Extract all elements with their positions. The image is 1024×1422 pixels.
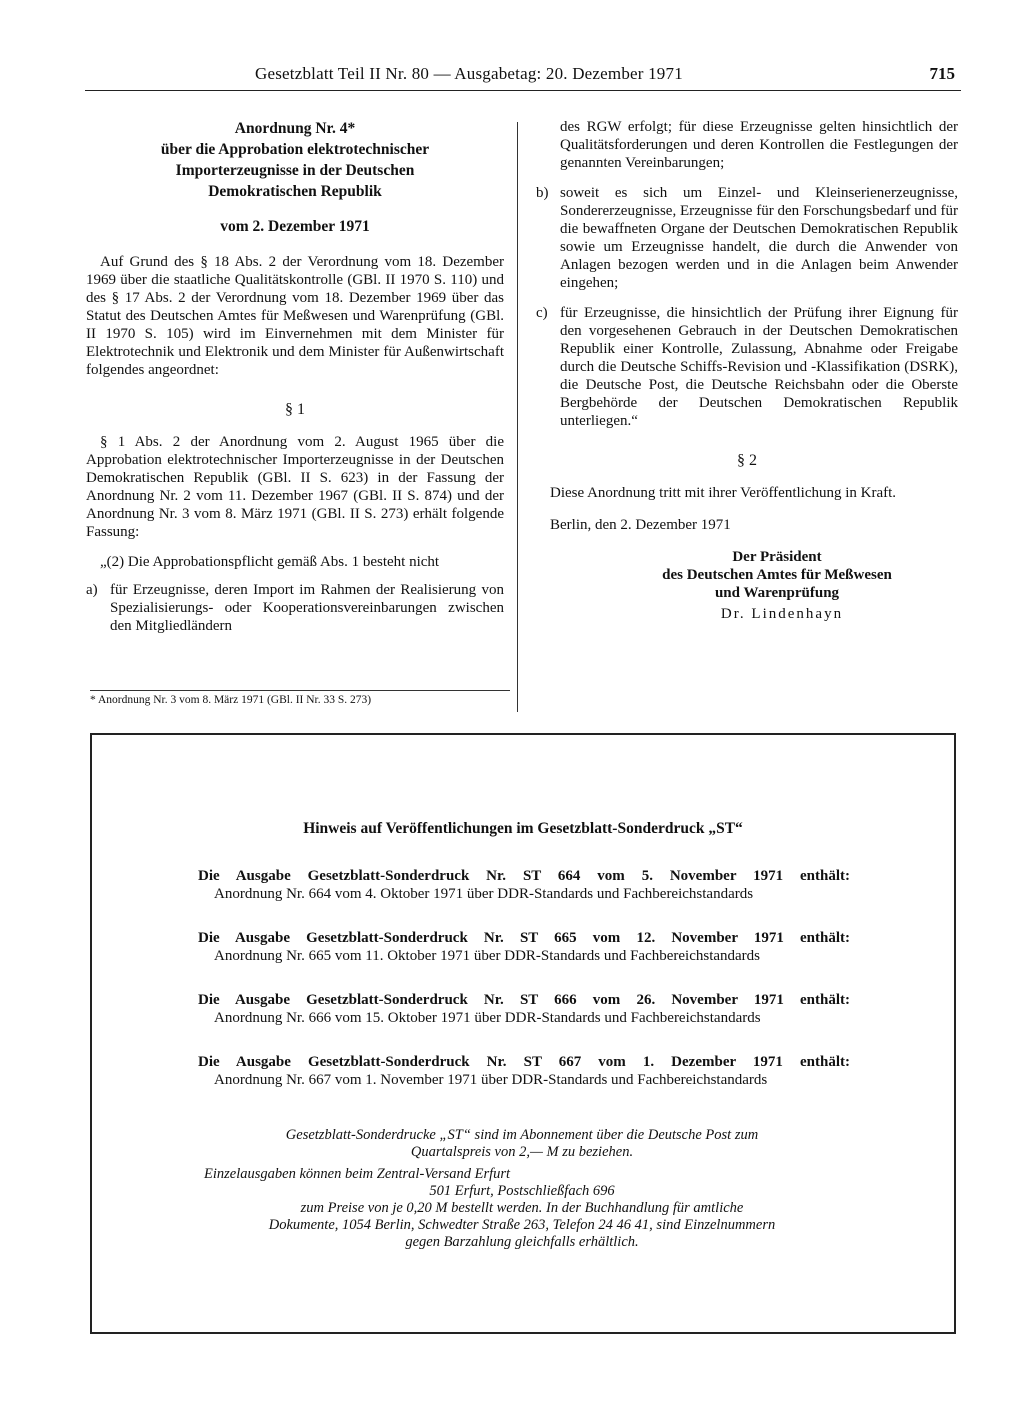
footnote: * Anordnung Nr. 3 vom 8. März 1971 (GBl. II Nr. 33 S. 273): [90, 690, 510, 706]
title-line: Anordnung Nr. 4*: [234, 120, 356, 137]
list-marker: b): [536, 185, 549, 201]
section2-heading: § 2: [737, 452, 757, 469]
entry-description: Anordnung Nr. 666 vom 15. Oktober 1971 über DDR-Standards und Fachbereichstandards: [214, 1010, 761, 1026]
quote-intro: „(2) Die Approbationspflicht gemäß Abs. 1 besteht nicht: [100, 554, 440, 570]
entry-lead: Die Ausgabe Gesetzblatt-Sonderdruck Nr. ST 664 vom 5. November 1971 enthält:: [198, 868, 850, 884]
entry-lead: Die Ausgabe Gesetzblatt-Sonderdruck Nr. ST 666 vom 26. November 1971 enthält:: [198, 992, 850, 1008]
page-header: [85, 60, 961, 91]
title-line: Demokratischen Republik: [208, 183, 382, 200]
right-column: [536, 118, 958, 623]
section1-heading: § 1: [285, 401, 305, 418]
note-line: Dokumente, 1054 Berlin, Schwedter Straße 263, Telefon 24 46 41, sind Einzelnummern: [268, 1217, 776, 1233]
list-item-a: [86, 581, 504, 635]
entry-lead: Die Ausgabe Gesetzblatt-Sonderdruck Nr. ST 665 vom 12. November 1971 enthält:: [198, 930, 850, 946]
ordinance-title: [86, 118, 504, 237]
title-line: über die Approbation elektrotechnischer: [160, 141, 430, 158]
place-date: Berlin, den 2. Dezember 1971: [550, 517, 731, 533]
subscription-note: [112, 1127, 932, 1161]
note-line: Gesetzblatt-Sonderdrucke „ST“ sind im Abonnement über die Deutsche Post zum: [285, 1127, 759, 1143]
section1-body: [86, 433, 504, 635]
entry-description: Anordnung Nr. 664 vom 4. Oktober 1971 über DDR-Standards und Fachbereichstandards: [214, 886, 754, 902]
note-line: gegen Barzahlung gleichfalls erhältlich.: [405, 1234, 639, 1250]
single-issue-note: [112, 1166, 932, 1251]
continuation-text: des RGW erfolgt; für diese Erzeugnisse gelten hinsichtlich der Qualitätsforderungen und deren Kontrollen die Festlegungen der genannten Vereinbarungen;: [560, 119, 958, 171]
signature-line: des Deutschen Amtes für Meßwesen: [662, 567, 892, 583]
signature-line: Der Präsident: [732, 549, 822, 565]
section2-text: Diese Anordnung tritt mit ihrer Veröffentlichung in Kraft.: [550, 485, 897, 501]
column-divider: [517, 122, 518, 712]
note-line: 501 Erfurt, Postschließfach 696: [429, 1183, 615, 1199]
note-line: Quartalspreis von 2,— M zu beziehen.: [410, 1144, 634, 1160]
note-line: zum Preise von je 0,20 M bestellt werden. In der Buchhandlung für amtliche: [300, 1200, 744, 1216]
list-marker: a): [86, 582, 98, 598]
signature-block: [536, 548, 958, 602]
continuation: [536, 118, 958, 172]
list-marker: c): [536, 305, 548, 321]
list-item-text: für Erzeugnisse, die hinsichtlich der Prüfung ihrer Eignung für den vorgesehenen Gebrauch in der Deutschen Demokratischen Republik einer Kontrolle, Zulassung, Abnahme oder Freigabe durch die Deutsche Schiffs-Revision und -Klassifikation (DSRK), die Deutsche Post, die Deutsche Reichsbahn oder die Oberste Bergbehörde der Deutschen Demokratischen Republik unterliegen.“: [560, 305, 958, 429]
header-title: Gesetzblatt Teil II Nr. 80 — Ausgabetag: 20. Dezember 1971: [255, 64, 683, 83]
section2-body: [536, 484, 958, 502]
preamble-text: Auf Grund des § 18 Abs. 2 der Verordnung vom 18. Dezember 1969 über die staatliche Qualitätskontrolle (GBl. II 1970 S. 110) und des § 17 Abs. 2 der Verordnung vom 18. Dezember 1969 über das Statut des Deutschen Amtes für Meßwesen und Warenprüfung (GBl. II 1970 S. 105) wird im Einvernehmen mit dem Minister für Elektrotechnik und Elektronik und dem Minister für Außenwirtschaft folgendes angeordnet:: [86, 254, 504, 378]
list-item-text: soweit es sich um Einzel- und Kleinserienerzeugnisse, Sondererzeugnisse, Erzeugnisse für den Forschungsbedarf und für die bewaffneten Organe der Deutschen Demokratischen Republik sowie um Erzeugnisse handelt, die durch die Anwender von Anlagen bezogen werden und in die Anlagen beim Anwender eingehen;: [560, 185, 958, 291]
notice-entry: [198, 929, 850, 965]
page-number: 715: [929, 64, 955, 83]
notice-heading: Hinweis auf Veröffentlichungen im Gesetzblatt-Sonderdruck „ST“: [303, 820, 743, 837]
preamble: [86, 253, 504, 379]
list-item-text: für Erzeugnisse, deren Import im Rahmen der Realisierung von Spezialisierungs- oder Kooperationsvereinbarungen zwischen den Mitgliedländern: [110, 582, 504, 634]
notice-entry: [198, 867, 850, 903]
signature-line: und Warenprüfung: [714, 585, 840, 601]
note-line: Einzelausgaben können beim Zentral-Versand Erfurt: [204, 1166, 511, 1182]
title-line: Importerzeugnisse in der Deutschen: [175, 162, 415, 179]
notice-entry: [198, 991, 850, 1027]
section1-text: § 1 Abs. 2 der Anordnung vom 2. August 1965 über die Approbation elektrotechnischer Importerzeugnisse in der Deutschen Demokratischen Republik (GBl. II S. 623) in der Fassung der Anordnung Nr. 2 vom 11. Dezember 1967 (GBl. II S. 874) und der Anordnung Nr. 3 vom 8. März 1971 (GBl. II S. 273) erhält folgende Fassung:: [86, 434, 504, 540]
notice-entry: [198, 1053, 850, 1089]
entry-description: Anordnung Nr. 667 vom 1. November 1971 über DDR-Standards und Fachbereichstandards: [214, 1072, 768, 1088]
ordinance-date: vom 2. Dezember 1971: [220, 218, 370, 235]
entry-description: Anordnung Nr. 665 vom 11. Oktober 1971 über DDR-Standards und Fachbereichstandards: [214, 948, 761, 964]
list-item-c: [536, 304, 958, 430]
signer-name: Dr. Lindenhayn: [720, 606, 844, 622]
notice-box: [90, 733, 956, 1334]
entry-lead: Die Ausgabe Gesetzblatt-Sonderdruck Nr. ST 667 vom 1. Dezember 1971 enthält:: [198, 1054, 850, 1070]
list-item-b: [536, 184, 958, 292]
left-column: [86, 118, 504, 635]
